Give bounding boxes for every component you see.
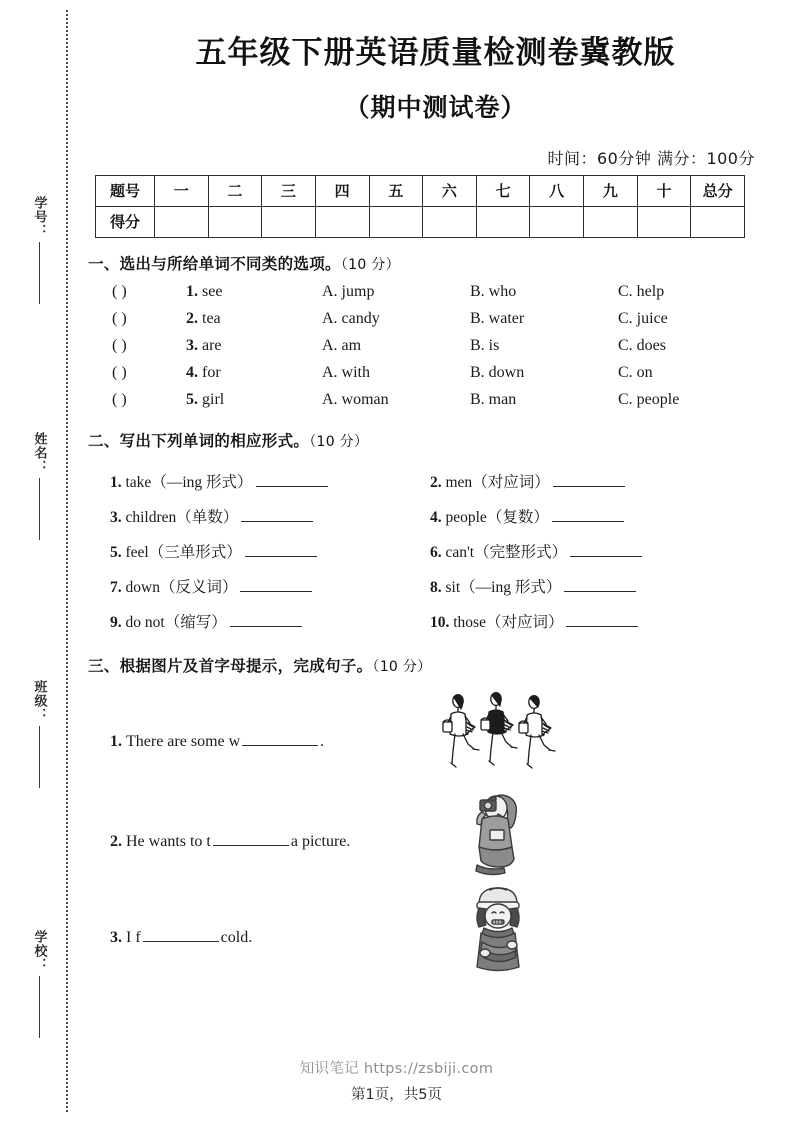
section-1-title: 选出与所给单词不同类的选项。 bbox=[119, 254, 341, 273]
answer-bracket[interactable]: ( ) bbox=[112, 363, 127, 381]
option-a[interactable]: A. with bbox=[322, 363, 370, 381]
page-footer bbox=[0, 1057, 793, 1104]
score-table-col-9: 九 bbox=[584, 175, 638, 206]
item-number: 6. bbox=[430, 543, 442, 561]
score-cell-1[interactable] bbox=[155, 206, 209, 237]
picture-sentence-text bbox=[110, 928, 252, 947]
score-table-col-3: 三 bbox=[262, 175, 316, 206]
word-form-item-7 bbox=[110, 575, 430, 597]
item-number: 5. bbox=[110, 543, 122, 561]
option-a[interactable]: A. woman bbox=[322, 390, 389, 408]
picture-sentence-item-2 bbox=[78, 786, 793, 884]
option-c[interactable]: C. people bbox=[618, 390, 680, 408]
answer-blank[interactable] bbox=[143, 928, 219, 942]
word-form-item-3 bbox=[110, 505, 430, 527]
choice-stem bbox=[186, 337, 322, 355]
item-number: 2. bbox=[186, 309, 198, 327]
section-3-items bbox=[78, 688, 793, 982]
score-table-col-10: 十 bbox=[637, 175, 691, 206]
section-3-title: 根据图片及首字母提示，完成句子。 bbox=[119, 656, 373, 675]
dotted-fold-line bbox=[66, 10, 68, 1112]
answer-blank[interactable] bbox=[552, 508, 624, 522]
stem-word: tea bbox=[202, 309, 221, 327]
choice-stem bbox=[186, 391, 322, 409]
option-b[interactable]: B. who bbox=[470, 282, 517, 300]
answer-bracket[interactable]: ( ) bbox=[112, 309, 127, 327]
word-form-item-10 bbox=[430, 610, 750, 632]
score-cell-2[interactable] bbox=[208, 206, 262, 237]
word-form-word: take bbox=[125, 473, 152, 491]
sentence-before-blank: There are some w bbox=[126, 732, 241, 750]
choice-item-3 bbox=[78, 337, 793, 355]
item-number: 10. bbox=[430, 613, 450, 631]
score-table-col-1: 一 bbox=[155, 175, 209, 206]
answer-blank[interactable] bbox=[553, 473, 625, 487]
item-number: 9. bbox=[110, 613, 122, 631]
score-table-col-8: 八 bbox=[530, 175, 584, 206]
option-b[interactable]: B. down bbox=[470, 363, 525, 381]
word-form-word: those bbox=[453, 613, 486, 631]
margin-field-name bbox=[22, 432, 56, 540]
margin-label-name: 姓名： bbox=[31, 432, 47, 474]
page-subtitle: （期中测试卷） bbox=[344, 92, 527, 122]
word-form-word: sit bbox=[445, 578, 461, 596]
illustration-person-taking-photo-icon bbox=[452, 786, 548, 887]
margin-writing-line bbox=[39, 478, 40, 540]
stem-word: for bbox=[202, 363, 221, 381]
word-form-item-5 bbox=[110, 540, 430, 562]
choice-item-1 bbox=[78, 283, 793, 301]
illustration-person-shivering-cold-icon bbox=[450, 884, 546, 985]
picture-sentence-text bbox=[110, 832, 350, 851]
footer-page-number: 第1页，共5页 bbox=[351, 1087, 442, 1103]
score-table-col-2: 二 bbox=[208, 175, 262, 206]
answer-blank[interactable] bbox=[230, 613, 302, 627]
score-table-container bbox=[95, 175, 745, 238]
item-number: 3. bbox=[186, 336, 198, 354]
word-form-item-2 bbox=[430, 470, 750, 492]
margin-label-class: 班级： bbox=[31, 680, 47, 722]
margin-field-school bbox=[22, 930, 56, 1038]
item-number: 1. bbox=[186, 282, 198, 300]
answer-bracket[interactable]: ( ) bbox=[112, 390, 127, 408]
word-form-hint: （复数） bbox=[486, 508, 549, 526]
option-c[interactable]: C. juice bbox=[618, 309, 668, 327]
picture-sentence-item-3 bbox=[78, 884, 793, 982]
score-table-row-label-score: 得分 bbox=[96, 206, 155, 237]
word-form-item-9 bbox=[110, 610, 430, 632]
section-1-items bbox=[78, 283, 793, 409]
word-form-word: children bbox=[125, 508, 177, 526]
score-table-col-7: 七 bbox=[476, 175, 530, 206]
margin-writing-line bbox=[39, 726, 40, 788]
word-form-word: feel bbox=[125, 543, 149, 561]
score-table-col-5: 五 bbox=[369, 175, 423, 206]
section-2-items bbox=[78, 457, 793, 632]
word-form-hint: （反义词） bbox=[159, 578, 238, 596]
answer-bracket[interactable]: ( ) bbox=[112, 336, 127, 354]
stem-word: girl bbox=[202, 390, 225, 408]
word-form-item-6 bbox=[430, 540, 750, 562]
option-b[interactable]: B. man bbox=[470, 390, 517, 408]
binding-margin bbox=[0, 0, 78, 1122]
score-cell-5[interactable] bbox=[369, 206, 423, 237]
section-1-points: （10 分） bbox=[340, 256, 400, 273]
word-form-word: do not bbox=[125, 613, 165, 631]
page-title: 五年级下册英语质量检测卷冀教版 bbox=[195, 35, 676, 71]
section-2-heading bbox=[88, 429, 793, 451]
answer-blank[interactable] bbox=[564, 578, 636, 592]
score-cell-9[interactable] bbox=[584, 206, 638, 237]
option-c[interactable]: C. on bbox=[618, 363, 653, 381]
option-a[interactable]: A. jump bbox=[322, 282, 375, 300]
answer-blank[interactable] bbox=[240, 578, 312, 592]
section-3-points: （10 分） bbox=[372, 658, 432, 675]
score-cell-7[interactable] bbox=[476, 206, 530, 237]
choice-stem bbox=[186, 283, 322, 301]
score-cell-3[interactable] bbox=[262, 206, 316, 237]
sentence-after-blank: a picture. bbox=[290, 832, 351, 850]
option-a[interactable]: A. am bbox=[322, 336, 362, 354]
exam-paper-body bbox=[78, 0, 793, 1122]
item-number: 2. bbox=[430, 473, 442, 491]
choice-item-5 bbox=[78, 391, 793, 409]
score-table-col-6: 六 bbox=[423, 175, 477, 206]
word-form-word: men bbox=[445, 473, 473, 491]
choice-stem bbox=[186, 310, 322, 328]
answer-blank[interactable] bbox=[241, 508, 313, 522]
margin-writing-line bbox=[39, 242, 40, 304]
score-cell-6[interactable] bbox=[423, 206, 477, 237]
option-a[interactable]: A. candy bbox=[322, 309, 380, 327]
answer-blank[interactable] bbox=[256, 473, 328, 487]
score-cell-4[interactable] bbox=[315, 206, 369, 237]
word-form-hint: （三单形式） bbox=[148, 543, 242, 561]
footer-site-watermark: 知识笔记 https://zsbiji.com bbox=[299, 1061, 494, 1077]
sentence-before-blank: I f bbox=[126, 928, 141, 946]
sentence-after-blank: . bbox=[320, 732, 325, 750]
item-number: 1. bbox=[110, 473, 122, 491]
sentence-after-blank: cold. bbox=[220, 928, 253, 946]
sentence-before-blank: He wants to t bbox=[126, 832, 211, 850]
word-form-hint: （完整形式） bbox=[474, 543, 568, 561]
word-form-hint: （单数） bbox=[176, 508, 239, 526]
word-form-item-8 bbox=[430, 575, 750, 597]
section-2-title: 写出下列单词的相应形式。 bbox=[119, 431, 310, 450]
score-cell-10[interactable] bbox=[637, 206, 691, 237]
item-number: 5. bbox=[186, 390, 198, 408]
answer-blank[interactable] bbox=[570, 543, 642, 557]
option-b[interactable]: B. water bbox=[470, 309, 525, 327]
item-number: 3. bbox=[110, 508, 122, 526]
item-number: 1. bbox=[110, 732, 122, 750]
stem-word: are bbox=[202, 336, 222, 354]
margin-writing-line bbox=[39, 976, 40, 1038]
item-number: 8. bbox=[430, 578, 442, 596]
table-row-question-numbers bbox=[96, 175, 745, 206]
exam-meta-line: 时间：60分钟 满分：100分 bbox=[547, 148, 755, 168]
answer-blank[interactable] bbox=[566, 613, 638, 627]
answer-bracket[interactable]: ( ) bbox=[112, 282, 127, 300]
score-cell-8[interactable] bbox=[530, 206, 584, 237]
word-form-word: people bbox=[445, 508, 487, 526]
item-number: 7. bbox=[110, 578, 122, 596]
choice-item-2 bbox=[78, 310, 793, 328]
picture-sentence-text bbox=[110, 732, 324, 751]
table-row-scores bbox=[96, 206, 745, 237]
stem-word: see bbox=[202, 282, 223, 300]
item-number: 4. bbox=[186, 363, 198, 381]
illustration-three-women-walking-icon bbox=[436, 688, 564, 789]
answer-blank[interactable] bbox=[213, 832, 289, 846]
score-table bbox=[95, 175, 745, 238]
word-form-item-4 bbox=[430, 505, 750, 527]
section-3-heading bbox=[88, 654, 793, 676]
word-form-hint: （—ing 形式） bbox=[151, 473, 253, 491]
option-c[interactable]: C. help bbox=[618, 282, 665, 300]
option-b[interactable]: B. is bbox=[470, 336, 500, 354]
answer-blank[interactable] bbox=[245, 543, 317, 557]
section-2-points: （10 分） bbox=[309, 433, 369, 450]
score-table-col-total: 总分 bbox=[691, 175, 745, 206]
choice-stem bbox=[186, 364, 322, 382]
section-2-number: 二、 bbox=[88, 431, 120, 450]
section-1-heading bbox=[88, 252, 793, 274]
word-form-item-1 bbox=[110, 470, 430, 492]
word-form-word: can't bbox=[445, 543, 475, 561]
margin-label-student-id: 学号： bbox=[31, 196, 47, 238]
score-table-col-4: 四 bbox=[315, 175, 369, 206]
margin-field-class bbox=[22, 680, 56, 788]
section-3-number: 三、 bbox=[88, 656, 120, 675]
option-c[interactable]: C. does bbox=[618, 336, 666, 354]
item-number: 2. bbox=[110, 832, 122, 850]
margin-field-student-id bbox=[22, 196, 56, 304]
score-table-row-label-question: 题号 bbox=[96, 175, 155, 206]
word-form-hint: （对应词） bbox=[472, 473, 550, 491]
choice-item-4 bbox=[78, 364, 793, 382]
word-form-hint: （缩写） bbox=[164, 613, 227, 631]
word-form-hint: （对应词） bbox=[485, 613, 564, 631]
section-1-number: 一、 bbox=[88, 254, 120, 273]
picture-sentence-item-1 bbox=[78, 688, 793, 786]
margin-label-school: 学校： bbox=[31, 930, 47, 972]
answer-blank[interactable] bbox=[242, 732, 318, 746]
item-number: 4. bbox=[430, 508, 442, 526]
word-form-hint: （—ing 形式） bbox=[460, 578, 562, 596]
score-cell-total[interactable] bbox=[691, 206, 745, 237]
word-form-word: down bbox=[125, 578, 160, 596]
item-number: 3. bbox=[110, 928, 122, 946]
